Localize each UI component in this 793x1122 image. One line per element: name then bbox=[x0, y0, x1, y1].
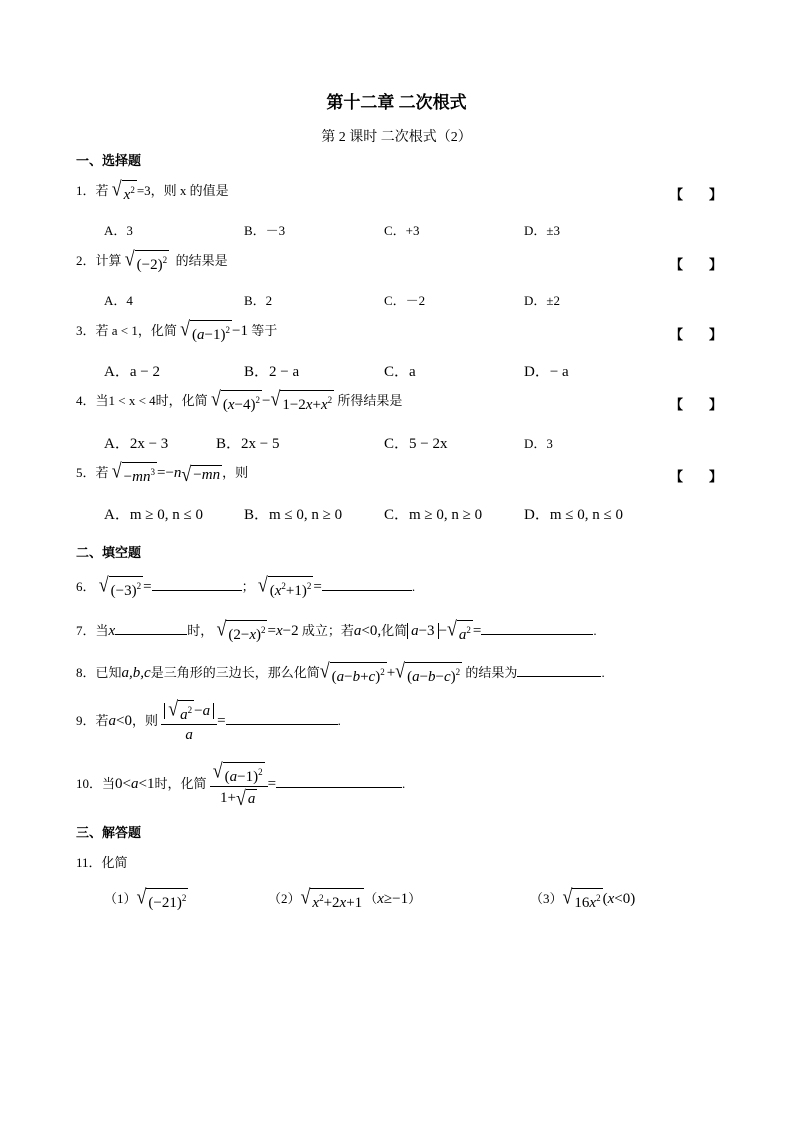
question-text: 时， bbox=[187, 623, 214, 638]
option-c: C．m ≥ 0, n ≥ 0 bbox=[384, 507, 483, 523]
option-b: B．m ≤ 0, n ≥ 0 bbox=[244, 507, 343, 523]
sqrt-expression: √ $(a-b-c)^2$ bbox=[395, 659, 461, 686]
answer-bracket: 【 】 bbox=[670, 397, 723, 412]
question-number: 10．当 bbox=[76, 775, 116, 791]
sqrt-expression: √ $a^2$ bbox=[447, 617, 471, 644]
answer-blank[interactable] bbox=[152, 590, 242, 591]
question-text: 当1 < x < 4时，化简 bbox=[95, 393, 208, 408]
option-a: A．3 bbox=[104, 223, 133, 238]
question-text: 若 bbox=[95, 183, 109, 198]
question-text: =3，则 x 的值是 bbox=[136, 183, 229, 198]
question-text: 所得结果是 bbox=[337, 393, 403, 408]
option-b: B．－3 bbox=[244, 223, 286, 238]
answer-blank[interactable] bbox=[322, 590, 412, 591]
sqrt-expression: √ $(-21)^2$ bbox=[136, 885, 187, 912]
question-text: ，则 bbox=[222, 465, 249, 480]
question-text: 等于 bbox=[251, 323, 278, 338]
answer-blank[interactable] bbox=[115, 634, 187, 635]
question-text: ，则 bbox=[131, 712, 158, 728]
question-4: 4．当1 < x < 4时，化简 √ $(x-4)^2$ − √ $1-2x+x^2$ 所得结果是 bbox=[76, 387, 403, 414]
option-d: D．− a bbox=[524, 364, 569, 380]
sqrt-expression: √ $(a-b+c)^2$ bbox=[319, 659, 385, 686]
question-5: 5．若 √ $-mn^3$ =−n √ −mn ，则 bbox=[76, 459, 249, 486]
answer-blank[interactable] bbox=[226, 724, 338, 725]
section-heading-choice: 一、选择题 bbox=[76, 153, 142, 168]
period: . bbox=[593, 623, 597, 638]
option-a: A．4 bbox=[104, 293, 133, 308]
option-d: D．±3 bbox=[524, 223, 561, 238]
option-d: D．±2 bbox=[524, 293, 561, 308]
sqrt-expression: √ $(-3)^2$ bbox=[98, 573, 142, 600]
part-label: （2） bbox=[268, 891, 301, 906]
period: . bbox=[411, 579, 416, 594]
answer-blank[interactable] bbox=[517, 676, 601, 677]
answer-blank[interactable] bbox=[481, 634, 593, 635]
option-a: A．m ≥ 0, n ≤ 0 bbox=[104, 507, 203, 523]
option-b: B．2 − a bbox=[244, 364, 300, 380]
question-number: 1． bbox=[76, 183, 96, 198]
question-text: 计算 bbox=[95, 253, 122, 268]
question-number: 6． bbox=[76, 579, 96, 594]
option-a: A．2x − 3 bbox=[104, 436, 169, 452]
sqrt-expression: √ $(2-x)^2$ bbox=[216, 617, 266, 644]
option-b: B．2x − 5 bbox=[216, 436, 280, 452]
question-1 bbox=[76, 177, 229, 204]
question-10: 10．当0<a<1时，化简 √ $(a-1)^2$ 1+ √ a = . bbox=[76, 759, 406, 810]
question-text: 化简 bbox=[381, 623, 408, 638]
option-c: C．－2 bbox=[384, 293, 426, 308]
question-number: 9．若 bbox=[76, 712, 109, 728]
sqrt-expression: √ $16x^2$ bbox=[562, 885, 601, 912]
sqrt-expression: √ $(x^2+1)^2$ bbox=[257, 573, 312, 600]
question-6: 6． √ $(-3)^2$ = ； √ $(x^2+1)^2$ = . bbox=[76, 573, 416, 600]
answer-blank[interactable] bbox=[276, 787, 402, 788]
part-label: （1） bbox=[104, 891, 137, 906]
question-number: 5． bbox=[76, 465, 96, 480]
part-label: （3） bbox=[530, 891, 563, 906]
option-b: B．2 bbox=[244, 293, 273, 308]
option-d: D．m ≤ 0, n ≤ 0 bbox=[524, 507, 623, 523]
period: . bbox=[402, 775, 406, 791]
question-text: 的结果为 bbox=[465, 665, 518, 680]
separator: ； bbox=[241, 579, 255, 594]
question-number: 2． bbox=[76, 253, 96, 268]
option-c: C．a bbox=[384, 364, 416, 380]
question-9: 9．若a<0，则 √ $a^2$ −a a = . bbox=[76, 697, 341, 743]
page-subtitle: 第 2 课时 二次根式（2） bbox=[321, 130, 472, 145]
section-heading-answer: 三、解答题 bbox=[76, 825, 142, 840]
page-title: 第十二章 二次根式 bbox=[326, 93, 467, 112]
question-text: 若 a < 1，化简 bbox=[95, 323, 177, 338]
question-11-part-3: （3） √ $16x^2$ (x<0) bbox=[530, 885, 636, 912]
question-number: 3． bbox=[76, 323, 96, 338]
sqrt-expression: √ $(a-1)^2$ bbox=[180, 317, 230, 344]
question-7: 7．当x 时， √ $(2-x)^2$ =x−2 成立；若a<0,化简 a−3 − √ $a^2$ = . bbox=[76, 617, 597, 644]
sqrt-expression: √ $x^2+2x+1$ bbox=[300, 885, 363, 912]
question-8: 8．已知a,b,c是三角形的三边长，那么化简 √ $(a-b+c)^2$ + √ $(a-b-c)^2$ 的结果为 . bbox=[76, 659, 605, 686]
section-heading-fill: 二、填空题 bbox=[76, 545, 142, 560]
period: . bbox=[601, 665, 605, 680]
answer-bracket: 【 】 bbox=[670, 257, 723, 272]
sqrt-expression: √ $1-2x+x^2$ bbox=[270, 387, 333, 414]
sqrt-expression: √ $(x-4)^2$ bbox=[210, 387, 260, 414]
question-number: 7．当 bbox=[76, 623, 109, 638]
sqrt-expression: √ $x^2$ bbox=[111, 177, 135, 204]
question-11-part-2: （2） √ $x^2+2x+1$ （x≥−1） bbox=[268, 885, 422, 912]
question-11: 11．化简 bbox=[76, 855, 128, 870]
option-d: D．3 bbox=[524, 436, 553, 451]
sqrt-expression: √ $(-2)^2$ bbox=[124, 247, 168, 274]
question-3: 3．若 a < 1，化简 √ $(a-1)^2$ −1 等于 bbox=[76, 317, 278, 344]
question-text: 是三角形的三边长，那么化简 bbox=[150, 665, 320, 680]
sqrt-expression: √ $-mn^3$ bbox=[111, 459, 155, 486]
question-text: 成立；若 bbox=[301, 623, 354, 638]
question-number: 8．已知 bbox=[76, 665, 122, 680]
option-c: C．+3 bbox=[384, 223, 420, 238]
fraction-expression: √ $a^2$ −a a bbox=[161, 700, 217, 744]
answer-bracket: 【 】 bbox=[670, 469, 723, 484]
sqrt-expression: √ −mn bbox=[181, 461, 221, 485]
answer-bracket: 【 】 bbox=[670, 187, 723, 202]
option-a: A．a − 2 bbox=[104, 364, 160, 380]
period: . bbox=[337, 712, 341, 728]
question-text: 时，化简 bbox=[154, 775, 207, 791]
question-text: 若 bbox=[95, 465, 109, 480]
question-2 bbox=[76, 247, 228, 274]
answer-bracket: 【 】 bbox=[670, 327, 723, 342]
question-text: 的结果是 bbox=[175, 253, 228, 268]
question-number: 4． bbox=[76, 393, 96, 408]
option-c: C．5 − 2x bbox=[384, 436, 448, 452]
question-11-part-1 bbox=[104, 885, 188, 912]
fraction-expression: √ $(a-1)^2$ 1+ √ a bbox=[210, 762, 268, 808]
